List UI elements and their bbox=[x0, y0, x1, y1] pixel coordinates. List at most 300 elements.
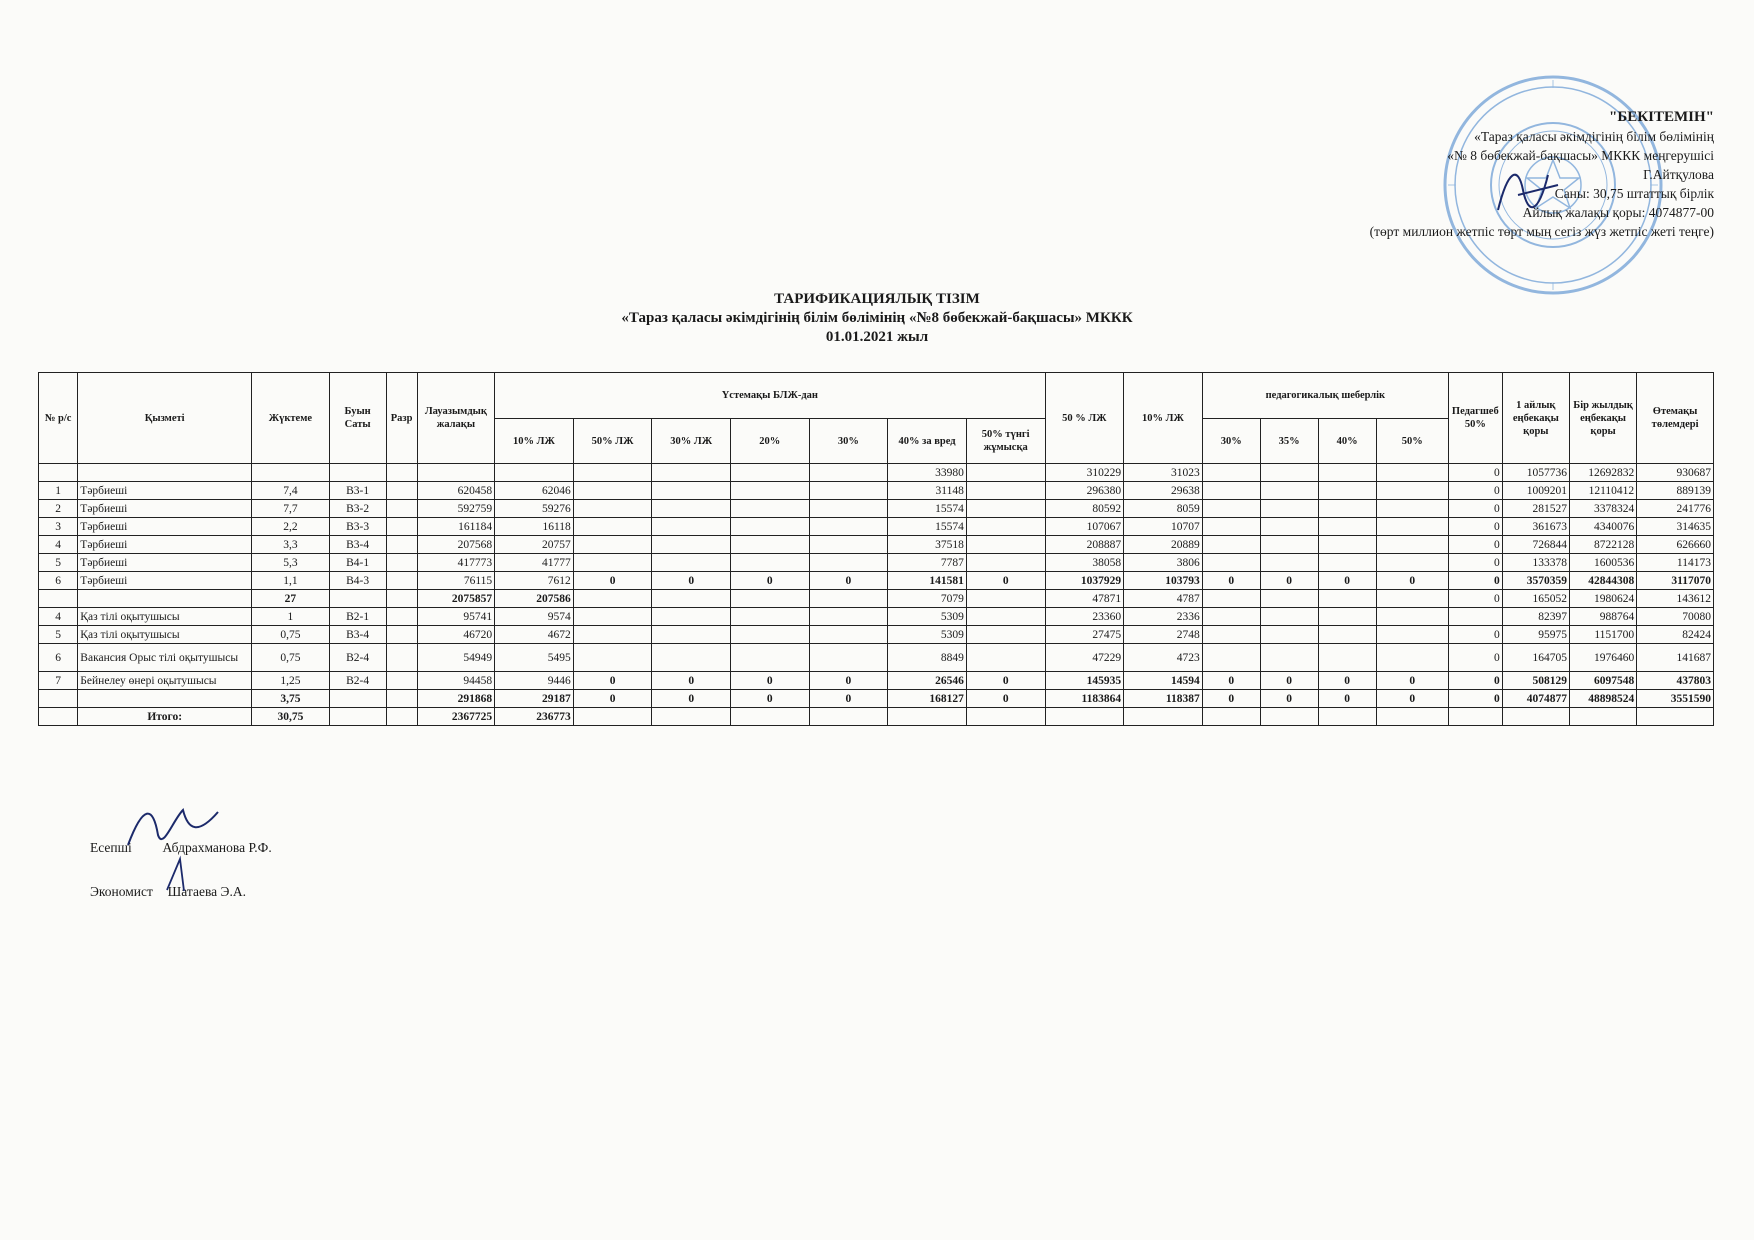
table-cell-grade bbox=[386, 608, 417, 626]
table-cell-b10: 59276 bbox=[495, 500, 574, 518]
table-cell-p10: 20889 bbox=[1124, 536, 1203, 554]
table-cell-p10: 103793 bbox=[1124, 572, 1203, 590]
table-cell-y: 12110412 bbox=[1569, 482, 1636, 500]
table-cell-m: 508129 bbox=[1502, 672, 1569, 690]
table-cell-pos: Тәрбиеші bbox=[78, 518, 252, 536]
table-cell-p50 bbox=[1376, 518, 1448, 536]
col-ped-10: 10% ЛЖ bbox=[1124, 373, 1203, 464]
table-cell-p30: 0 bbox=[1202, 672, 1260, 690]
table-cell-grade bbox=[386, 690, 417, 708]
table-cell-b50n bbox=[966, 518, 1045, 536]
table-cell-f50: 208887 bbox=[1045, 536, 1124, 554]
table-cell-p35 bbox=[1260, 464, 1318, 482]
table-cell-b20 bbox=[731, 500, 810, 518]
col-ped: 40% bbox=[1318, 419, 1376, 464]
accountant-role: Есепші bbox=[90, 840, 132, 855]
col-ped: 30% bbox=[1202, 419, 1260, 464]
table-cell-c: 3551590 bbox=[1637, 690, 1714, 708]
table-cell-pos bbox=[78, 590, 252, 608]
col-num: № р/с bbox=[39, 373, 78, 464]
table-cell-m: 3570359 bbox=[1502, 572, 1569, 590]
table-cell-grade bbox=[386, 590, 417, 608]
table-cell-m: 361673 bbox=[1502, 518, 1569, 536]
table-cell-p40: 0 bbox=[1318, 672, 1376, 690]
table-cell-p40 bbox=[1318, 500, 1376, 518]
table-cell-cat: В3-4 bbox=[329, 626, 386, 644]
table-cell-grade bbox=[386, 554, 417, 572]
table-cell-sal: 94458 bbox=[417, 672, 495, 690]
table-row bbox=[39, 590, 1714, 608]
table-cell-sal: 207568 bbox=[417, 536, 495, 554]
table-cell-sal: 291868 bbox=[417, 690, 495, 708]
col-bonus: 50% ЛЖ bbox=[573, 419, 652, 464]
table-cell-cat bbox=[329, 464, 386, 482]
approval-line: Саны: 30,75 штаттық бірлік bbox=[1554, 186, 1714, 201]
table-cell-b30 bbox=[652, 518, 731, 536]
table-cell-b50 bbox=[573, 608, 652, 626]
table-cell-p30 bbox=[1202, 536, 1260, 554]
table-cell-b10: 16118 bbox=[495, 518, 574, 536]
table-cell-m: 95975 bbox=[1502, 626, 1569, 644]
table-cell-m: 1009201 bbox=[1502, 482, 1569, 500]
table-cell-p35 bbox=[1260, 644, 1318, 672]
table-cell-b50: 0 bbox=[573, 572, 652, 590]
table-cell-grade bbox=[386, 644, 417, 672]
table-cell-f50: 1037929 bbox=[1045, 572, 1124, 590]
table-cell-n: 7 bbox=[39, 672, 78, 690]
table-cell-n: 1 bbox=[39, 482, 78, 500]
table-cell-b50n bbox=[966, 500, 1045, 518]
table-cell-ped50: 0 bbox=[1448, 690, 1502, 708]
table-cell-c: 143612 bbox=[1637, 590, 1714, 608]
table-cell-m bbox=[1502, 708, 1569, 726]
table-cell-b20: 0 bbox=[731, 672, 810, 690]
table-cell-load: 7,7 bbox=[252, 500, 330, 518]
col-grade: Разр bbox=[386, 373, 417, 464]
table-cell-b50n bbox=[966, 708, 1045, 726]
table-row bbox=[39, 572, 1714, 590]
table-cell-p35 bbox=[1260, 500, 1318, 518]
table-cell-p40 bbox=[1318, 644, 1376, 672]
table-cell-b30: 0 bbox=[652, 672, 731, 690]
table-cell-sal: 592759 bbox=[417, 500, 495, 518]
table-cell-b30b bbox=[809, 482, 888, 500]
table-cell-c: 70080 bbox=[1637, 608, 1714, 626]
table-cell-b10: 29187 bbox=[495, 690, 574, 708]
table-cell-b40 bbox=[888, 708, 967, 726]
table-cell-cat bbox=[329, 690, 386, 708]
table-cell-b30 bbox=[652, 626, 731, 644]
col-bonus: 40% за вред bbox=[888, 419, 967, 464]
table-cell-b30b bbox=[809, 708, 888, 726]
table-cell-p10: 14594 bbox=[1124, 672, 1203, 690]
table-cell-b50 bbox=[573, 500, 652, 518]
col-comp: Өтемақы төлемдері bbox=[1637, 373, 1714, 464]
table-cell-ped50: 0 bbox=[1448, 482, 1502, 500]
table-cell-y: 8722128 bbox=[1569, 536, 1636, 554]
table-cell-p40 bbox=[1318, 590, 1376, 608]
table-cell-load bbox=[252, 464, 330, 482]
approval-line: Айлық жалақы қоры: 4074877-00 bbox=[1522, 205, 1714, 220]
table-cell-p35: 0 bbox=[1260, 672, 1318, 690]
col-bonus: 30% bbox=[809, 419, 888, 464]
table-cell-b40: 37518 bbox=[888, 536, 967, 554]
table-cell-b10 bbox=[495, 464, 574, 482]
table-cell-ped50: 0 bbox=[1448, 500, 1502, 518]
table-cell-cat: В3-1 bbox=[329, 482, 386, 500]
table-cell-y: 42844308 bbox=[1569, 572, 1636, 590]
table-cell-b50n bbox=[966, 644, 1045, 672]
table-cell-f50: 107067 bbox=[1045, 518, 1124, 536]
table-cell-n: 6 bbox=[39, 644, 78, 672]
table-cell-p40 bbox=[1318, 708, 1376, 726]
table-cell-grade bbox=[386, 708, 417, 726]
document-title bbox=[0, 290, 1754, 347]
table-cell-load: 3,75 bbox=[252, 690, 330, 708]
table-cell-b40: 31148 bbox=[888, 482, 967, 500]
table-cell-load: 2,2 bbox=[252, 518, 330, 536]
table-cell-b10: 20757 bbox=[495, 536, 574, 554]
table-cell-p10: 2336 bbox=[1124, 608, 1203, 626]
table-cell-load: 1,25 bbox=[252, 672, 330, 690]
table-cell-sal: 620458 bbox=[417, 482, 495, 500]
table-cell-pos: Тәрбиеші bbox=[78, 572, 252, 590]
col-ped: 50% bbox=[1376, 419, 1448, 464]
table-cell-b50: 0 bbox=[573, 672, 652, 690]
table-cell-sal bbox=[417, 464, 495, 482]
col-fifty-lzh: 50 % ЛЖ bbox=[1045, 373, 1124, 464]
table-cell-b30 bbox=[652, 554, 731, 572]
table-cell-p50 bbox=[1376, 708, 1448, 726]
table-cell-b10: 236773 bbox=[495, 708, 574, 726]
table-cell-y: 988764 bbox=[1569, 608, 1636, 626]
table-cell-m: 1057736 bbox=[1502, 464, 1569, 482]
table-cell-b40: 33980 bbox=[888, 464, 967, 482]
table-cell-p50: 0 bbox=[1376, 672, 1448, 690]
table-cell-p40 bbox=[1318, 464, 1376, 482]
table-cell-ped50: 0 bbox=[1448, 590, 1502, 608]
table-cell-p10: 29638 bbox=[1124, 482, 1203, 500]
table-cell-c: 82424 bbox=[1637, 626, 1714, 644]
table-cell-b20: 0 bbox=[731, 572, 810, 590]
table-cell-b10: 41777 bbox=[495, 554, 574, 572]
table-row bbox=[39, 608, 1714, 626]
table-cell-n: 5 bbox=[39, 626, 78, 644]
table-cell-y: 4340076 bbox=[1569, 518, 1636, 536]
table-cell-b50 bbox=[573, 708, 652, 726]
table-cell-m: 726844 bbox=[1502, 536, 1569, 554]
table-cell-p10: 8059 bbox=[1124, 500, 1203, 518]
table-cell-b50n: 0 bbox=[966, 672, 1045, 690]
table-cell-p50 bbox=[1376, 554, 1448, 572]
col-bonus: 10% ЛЖ bbox=[495, 419, 574, 464]
table-cell-b30b bbox=[809, 554, 888, 572]
table-cell-load: 3,3 bbox=[252, 536, 330, 554]
table-cell-p50 bbox=[1376, 500, 1448, 518]
table-cell-p50 bbox=[1376, 608, 1448, 626]
table-cell-cat: В4-1 bbox=[329, 554, 386, 572]
table-cell-b50 bbox=[573, 464, 652, 482]
table-cell-cat: В3-3 bbox=[329, 518, 386, 536]
table-cell-p40: 0 bbox=[1318, 690, 1376, 708]
table-cell-b50n bbox=[966, 482, 1045, 500]
accountant-signature bbox=[118, 800, 228, 855]
table-cell-b20 bbox=[731, 554, 810, 572]
table-cell-pos: Итого: bbox=[78, 708, 252, 726]
table-cell-c: 437803 bbox=[1637, 672, 1714, 690]
col-position: Қызметі bbox=[78, 373, 252, 464]
table-cell-m: 133378 bbox=[1502, 554, 1569, 572]
table-cell-b50n: 0 bbox=[966, 572, 1045, 590]
table-cell-p10: 31023 bbox=[1124, 464, 1203, 482]
table-cell-load: 0,75 bbox=[252, 644, 330, 672]
table-cell-cat: В2-4 bbox=[329, 644, 386, 672]
table-cell-b10: 62046 bbox=[495, 482, 574, 500]
table-cell-p30 bbox=[1202, 518, 1260, 536]
table-cell-b30 bbox=[652, 608, 731, 626]
table-cell-p40 bbox=[1318, 482, 1376, 500]
table-cell-pos: Қаз тілі оқытушысы bbox=[78, 608, 252, 626]
table-cell-b50n bbox=[966, 536, 1045, 554]
table-cell-n bbox=[39, 464, 78, 482]
table-cell-p35: 0 bbox=[1260, 690, 1318, 708]
table-cell-b10: 9446 bbox=[495, 672, 574, 690]
table-cell-ped50: 0 bbox=[1448, 672, 1502, 690]
table-cell-b10: 7612 bbox=[495, 572, 574, 590]
table-cell-ped50: 0 bbox=[1448, 626, 1502, 644]
col-bonus: 30% ЛЖ bbox=[652, 419, 731, 464]
table-cell-p30 bbox=[1202, 626, 1260, 644]
table-cell-grade bbox=[386, 500, 417, 518]
table-cell-p35 bbox=[1260, 708, 1318, 726]
table-row bbox=[39, 708, 1714, 726]
table-cell-ped50: 0 bbox=[1448, 554, 1502, 572]
table-cell-b30b: 0 bbox=[809, 672, 888, 690]
table-cell-n bbox=[39, 708, 78, 726]
table-cell-b30b bbox=[809, 608, 888, 626]
table-cell-f50: 296380 bbox=[1045, 482, 1124, 500]
table-cell-b30b bbox=[809, 626, 888, 644]
table-cell-b50 bbox=[573, 482, 652, 500]
table-cell-cat: В4-3 bbox=[329, 572, 386, 590]
table-cell-pos: Тәрбиеші bbox=[78, 500, 252, 518]
table-cell-c: 889139 bbox=[1637, 482, 1714, 500]
table-cell-load: 0,75 bbox=[252, 626, 330, 644]
economist-role: Экономист bbox=[90, 884, 153, 899]
table-cell-y bbox=[1569, 708, 1636, 726]
table-cell-grade bbox=[386, 482, 417, 500]
table-cell-m: 164705 bbox=[1502, 644, 1569, 672]
col-load: Жүктеме bbox=[252, 373, 330, 464]
table-cell-pos: Тәрбиеші bbox=[78, 482, 252, 500]
approval-line: «Тараз қаласы әкімдігінің білім бөлімінің bbox=[1474, 129, 1714, 144]
table-cell-b20 bbox=[731, 482, 810, 500]
col-yearly: Бір жылдық еңбекақы қоры bbox=[1569, 373, 1636, 464]
table-cell-b30 bbox=[652, 536, 731, 554]
table-cell-c bbox=[1637, 708, 1714, 726]
table-cell-b50n bbox=[966, 464, 1045, 482]
table-cell-b50 bbox=[573, 518, 652, 536]
table-cell-c: 114173 bbox=[1637, 554, 1714, 572]
table-cell-grade bbox=[386, 464, 417, 482]
table-cell-load: 1 bbox=[252, 608, 330, 626]
table-cell-b50 bbox=[573, 644, 652, 672]
table-cell-m: 4074877 bbox=[1502, 690, 1569, 708]
table-cell-b30b: 0 bbox=[809, 690, 888, 708]
table-cell-y: 1976460 bbox=[1569, 644, 1636, 672]
table-cell-b30 bbox=[652, 464, 731, 482]
table-cell-b30b bbox=[809, 500, 888, 518]
table-cell-b20 bbox=[731, 464, 810, 482]
table-cell-b40: 141581 bbox=[888, 572, 967, 590]
table-cell-f50: 145935 bbox=[1045, 672, 1124, 690]
table-cell-p30: 0 bbox=[1202, 572, 1260, 590]
col-bonus-group: Үстемақы БЛЖ-дан bbox=[495, 373, 1045, 419]
table-cell-p50: 0 bbox=[1376, 572, 1448, 590]
table-cell-b50n bbox=[966, 590, 1045, 608]
table-cell-p30 bbox=[1202, 644, 1260, 672]
table-cell-n: 4 bbox=[39, 608, 78, 626]
approval-line: «№ 8 бөбекжай-бақшасы» МККК меңгерушісі bbox=[1447, 148, 1714, 163]
table-cell-p40: 0 bbox=[1318, 572, 1376, 590]
col-ped: 35% bbox=[1260, 419, 1318, 464]
table-cell-m: 281527 bbox=[1502, 500, 1569, 518]
table-cell-p40 bbox=[1318, 554, 1376, 572]
table-cell-p30 bbox=[1202, 608, 1260, 626]
table-cell-b30 bbox=[652, 708, 731, 726]
table-cell-f50: 1183864 bbox=[1045, 690, 1124, 708]
table-row bbox=[39, 464, 1714, 482]
table-cell-p10 bbox=[1124, 708, 1203, 726]
table-cell-pos: Қаз тілі оқытушысы bbox=[78, 626, 252, 644]
economist-name: Шатаева Э.А. bbox=[167, 884, 246, 899]
table-cell-ped50 bbox=[1448, 708, 1502, 726]
table-cell-f50: 23360 bbox=[1045, 608, 1124, 626]
table-row bbox=[39, 482, 1714, 500]
table-cell-load: 27 bbox=[252, 590, 330, 608]
table-cell-b30 bbox=[652, 500, 731, 518]
table-cell-p40 bbox=[1318, 626, 1376, 644]
table-cell-b30: 0 bbox=[652, 572, 731, 590]
table-cell-p10: 118387 bbox=[1124, 690, 1203, 708]
table-cell-p35: 0 bbox=[1260, 572, 1318, 590]
table-cell-b40: 168127 bbox=[888, 690, 967, 708]
table-cell-load: 7,4 bbox=[252, 482, 330, 500]
col-category: Буын Саты bbox=[329, 373, 386, 464]
table-cell-b10: 207586 bbox=[495, 590, 574, 608]
table-cell-b30b bbox=[809, 590, 888, 608]
table-cell-p50 bbox=[1376, 482, 1448, 500]
table-cell-p10: 2748 bbox=[1124, 626, 1203, 644]
table-cell-cat: В3-4 bbox=[329, 536, 386, 554]
table-cell-sal: 161184 bbox=[417, 518, 495, 536]
table-cell-b20 bbox=[731, 536, 810, 554]
table-cell-ped50: 0 bbox=[1448, 644, 1502, 672]
table-cell-grade bbox=[386, 572, 417, 590]
table-cell-b30b bbox=[809, 518, 888, 536]
table-cell-p50 bbox=[1376, 464, 1448, 482]
table-cell-b50n bbox=[966, 554, 1045, 572]
table-cell-cat bbox=[329, 708, 386, 726]
table-cell-p10: 3806 bbox=[1124, 554, 1203, 572]
table-cell-n bbox=[39, 690, 78, 708]
table-cell-sal: 95741 bbox=[417, 608, 495, 626]
table-cell-y: 1600536 bbox=[1569, 554, 1636, 572]
title-line: ТАРИФИКАЦИЯЛЫҚ ТІЗІМ bbox=[774, 291, 980, 307]
table-cell-m: 165052 bbox=[1502, 590, 1569, 608]
table-cell-f50: 80592 bbox=[1045, 500, 1124, 518]
table-cell-b20 bbox=[731, 590, 810, 608]
table-cell-grade bbox=[386, 672, 417, 690]
table-cell-b30b bbox=[809, 644, 888, 672]
table-cell-f50: 27475 bbox=[1045, 626, 1124, 644]
table-cell-c: 141687 bbox=[1637, 644, 1714, 672]
table-cell-load: 30,75 bbox=[252, 708, 330, 726]
table-cell-load: 5,3 bbox=[252, 554, 330, 572]
table-cell-f50: 38058 bbox=[1045, 554, 1124, 572]
table-cell-pos: Бейнелеу өнері оқытушысы bbox=[78, 672, 252, 690]
table-cell-cat bbox=[329, 590, 386, 608]
table-cell-p50: 0 bbox=[1376, 690, 1448, 708]
table-cell-p35 bbox=[1260, 518, 1318, 536]
table-cell-cat: В3-2 bbox=[329, 500, 386, 518]
table-cell-cat: В2-4 bbox=[329, 672, 386, 690]
title-line: 01.01.2021 жыл bbox=[825, 329, 929, 345]
table-cell-p35 bbox=[1260, 608, 1318, 626]
table-cell-n: 2 bbox=[39, 500, 78, 518]
table-cell-f50: 47229 bbox=[1045, 644, 1124, 672]
table-cell-b40: 7079 bbox=[888, 590, 967, 608]
approval-line: (төрт миллион жетпіс төрт мың сегіз жүз жетпіс жеті теңге) bbox=[1369, 224, 1714, 239]
table-cell-p10: 10707 bbox=[1124, 518, 1203, 536]
table-row bbox=[39, 554, 1714, 572]
table-cell-b10: 9574 bbox=[495, 608, 574, 626]
table-cell-p10: 4787 bbox=[1124, 590, 1203, 608]
table-cell-p50 bbox=[1376, 644, 1448, 672]
table-cell-c: 3117070 bbox=[1637, 572, 1714, 590]
table-cell-sal: 417773 bbox=[417, 554, 495, 572]
table-cell-pos: Вакансия Орыс тілі оқытушысы bbox=[78, 644, 252, 672]
table-cell-b40: 15574 bbox=[888, 500, 967, 518]
title-line: «Тараз қаласы әкімдігінің білім бөлімінің «№8 бөбекжай-бақшасы» МККК bbox=[621, 310, 1133, 326]
table-cell-sal: 54949 bbox=[417, 644, 495, 672]
table-cell-b40: 8849 bbox=[888, 644, 967, 672]
table-cell-p40 bbox=[1318, 536, 1376, 554]
table-cell-b10: 4672 bbox=[495, 626, 574, 644]
table-cell-b30b: 0 bbox=[809, 572, 888, 590]
table-cell-grade bbox=[386, 536, 417, 554]
table-cell-b30 bbox=[652, 590, 731, 608]
table-cell-sal: 2075857 bbox=[417, 590, 495, 608]
table-cell-b50 bbox=[573, 554, 652, 572]
col-ped-group: педагогикалық шеберлік bbox=[1202, 373, 1448, 419]
table-row bbox=[39, 690, 1714, 708]
table-cell-b30 bbox=[652, 482, 731, 500]
table-row bbox=[39, 644, 1714, 672]
table-cell-y: 3378324 bbox=[1569, 500, 1636, 518]
table-cell-p35 bbox=[1260, 590, 1318, 608]
table-row bbox=[39, 536, 1714, 554]
table-cell-sal: 2367725 bbox=[417, 708, 495, 726]
table-cell-b30: 0 bbox=[652, 690, 731, 708]
table-cell-b20: 0 bbox=[731, 690, 810, 708]
table-cell-b40: 15574 bbox=[888, 518, 967, 536]
table-cell-p30 bbox=[1202, 482, 1260, 500]
col-monthly: 1 айлық еңбекақы қоры bbox=[1502, 373, 1569, 464]
table-cell-n: 5 bbox=[39, 554, 78, 572]
table-cell-b10: 5495 bbox=[495, 644, 574, 672]
table-cell-b20 bbox=[731, 608, 810, 626]
